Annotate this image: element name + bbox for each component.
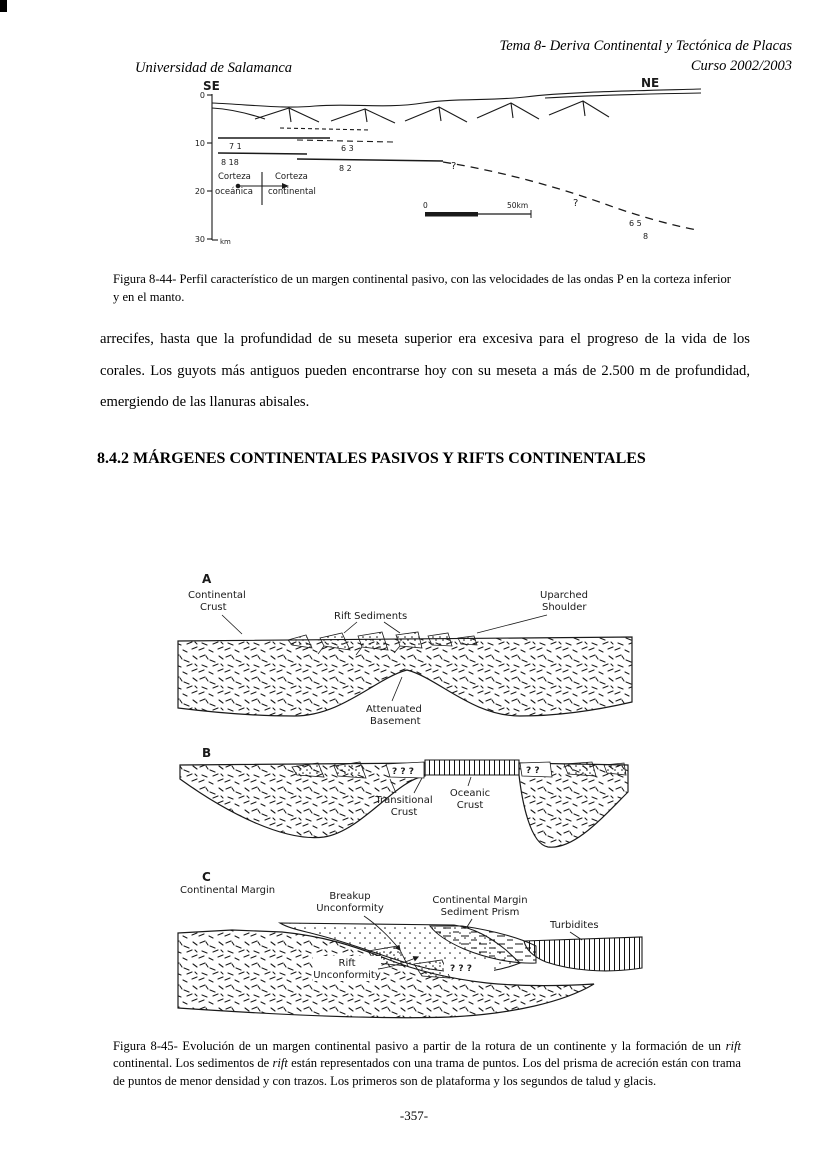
label-breakup-unconformity-line1: Breakup — [329, 891, 371, 902]
section-heading: 8.4.2 MÁRGENES CONTINENTALES PASIVOS Y RIFTS CONTINENTALES — [97, 450, 646, 467]
panel-b-letter: B — [202, 746, 212, 760]
panel-c-turbidites-body — [524, 937, 642, 971]
velocity-8: 8 — [643, 232, 649, 241]
caption-45-part2: continental. Los sedimentos de — [113, 1056, 273, 1071]
label-uparched-shoulder-line2: Shoulder — [542, 602, 587, 613]
question-mark-1: ? — [451, 161, 457, 172]
label-corteza-continental-line1: Corteza — [275, 172, 308, 182]
label-se: SE — [203, 79, 220, 93]
scale-bar — [425, 210, 531, 218]
label-transitional-crust-line1: Transitional — [375, 795, 433, 806]
depth-tick-30: 30 — [194, 235, 205, 244]
label-sediment-prism-line1: Continental Margin — [432, 895, 528, 906]
page-number: -357- — [399, 1108, 429, 1123]
caption-45-italic2: rift — [272, 1056, 288, 1071]
label-continental-crust-line2: Crust — [200, 602, 227, 613]
figure-8-44-caption: Figura 8-44- Perfil característico de un margen continental pasivo, con las velocidades de las ondas P en la corteza inferior y en el manto. — [113, 272, 731, 304]
question-marks-left: ? ? ? — [392, 767, 414, 777]
label-attenuated-basement-line2: Basement — [370, 716, 421, 727]
label-ne: NE — [641, 78, 660, 90]
body-paragraph: arrecifes, hasta que la profundidad de su meseta superior era excesiva para el progreso de la vida de los corales. Los guyots más antiguos pueden encontrarse hoy con su meseta a más de 2.500 m de profundidad, emergiendo de las llanuras abisales. — [100, 331, 750, 410]
header-course-year: Curso 2002/2003 — [690, 58, 792, 74]
velocity-7-1: 7 1 — [229, 142, 242, 151]
label-oceanic-crust-line1: Oceanic — [449, 788, 491, 799]
label-corteza-continental-line2: continental — [268, 187, 316, 197]
label-attenuated-basement-line1: Attenuated — [366, 704, 422, 715]
depth-tick-10: 10 — [194, 139, 205, 148]
header-university: Universidad de Salamanca — [135, 60, 293, 76]
label-transitional-crust-line2: Crust — [390, 807, 418, 818]
panel-b-oceanic-crust-band — [425, 760, 519, 775]
scan-artifact — [0, 0, 7, 12]
velocity-6-5: 6 5 — [629, 219, 642, 228]
scale-zero-label: 0 — [423, 201, 428, 210]
label-corteza-oceanica-line1: Corteza — [218, 172, 251, 182]
question-marks-right: ? ? — [526, 766, 540, 776]
label-rift-sediments: Rift Sediments — [334, 611, 408, 622]
scale-fifty-label: 50km — [507, 201, 529, 210]
figure-8-45-caption — [113, 1038, 741, 1090]
label-uparched-shoulder-line1: Uparched — [540, 590, 589, 601]
question-marks-panel-c: ? ? ? — [450, 964, 472, 974]
question-mark-2: ? — [573, 198, 579, 209]
label-rift-unconformity-line2: Unconformity — [313, 970, 381, 981]
label-oceanic-crust-line2: Crust — [456, 800, 484, 811]
caption-45-part1: Figura 8-45- Evolución de un margen continental pasivo a partir de la rotura de un continente y la formación de un — [113, 1039, 726, 1053]
figure-8-45-diagram — [172, 565, 652, 1033]
caption-45-part3: están representados con una trama de puntos. Los del prisma de acreción están con trama de puntos de menor densidad y con trazos. Los primeros son de plataforma y los segundos de talud y glacis. — [113, 1056, 741, 1088]
label-rift-unconformity-line1: Rift — [338, 958, 356, 969]
depth-tick-20: 20 — [194, 187, 205, 196]
label-breakup-unconformity-line2: Unconformity — [316, 903, 384, 914]
label-turbidites: Turbidites — [550, 920, 599, 931]
velocity-8-18: 8 18 — [221, 158, 239, 167]
caption-45-italic1: rift — [725, 1039, 741, 1053]
velocity-6-3: 6 3 — [341, 144, 354, 153]
label-continental-crust-line1: Continental — [188, 590, 246, 601]
velocity-8-2: 8 2 — [339, 164, 352, 173]
label-continental-margin: Continental Margin — [180, 885, 276, 896]
figure-8-44-diagram — [185, 78, 715, 256]
label-sediment-prism-line2: Sediment Prism — [440, 907, 520, 918]
depth-unit-label: km — [220, 238, 231, 246]
panel-c-letter: C — [202, 870, 211, 884]
depth-tick-0: 0 — [199, 91, 205, 100]
panel-a-letter: A — [202, 572, 212, 586]
header-theme: Tema 8- Deriva Continental y Tectónica de Placas — [499, 38, 792, 54]
label-corteza-oceanica-line2: oceánica — [215, 187, 253, 197]
